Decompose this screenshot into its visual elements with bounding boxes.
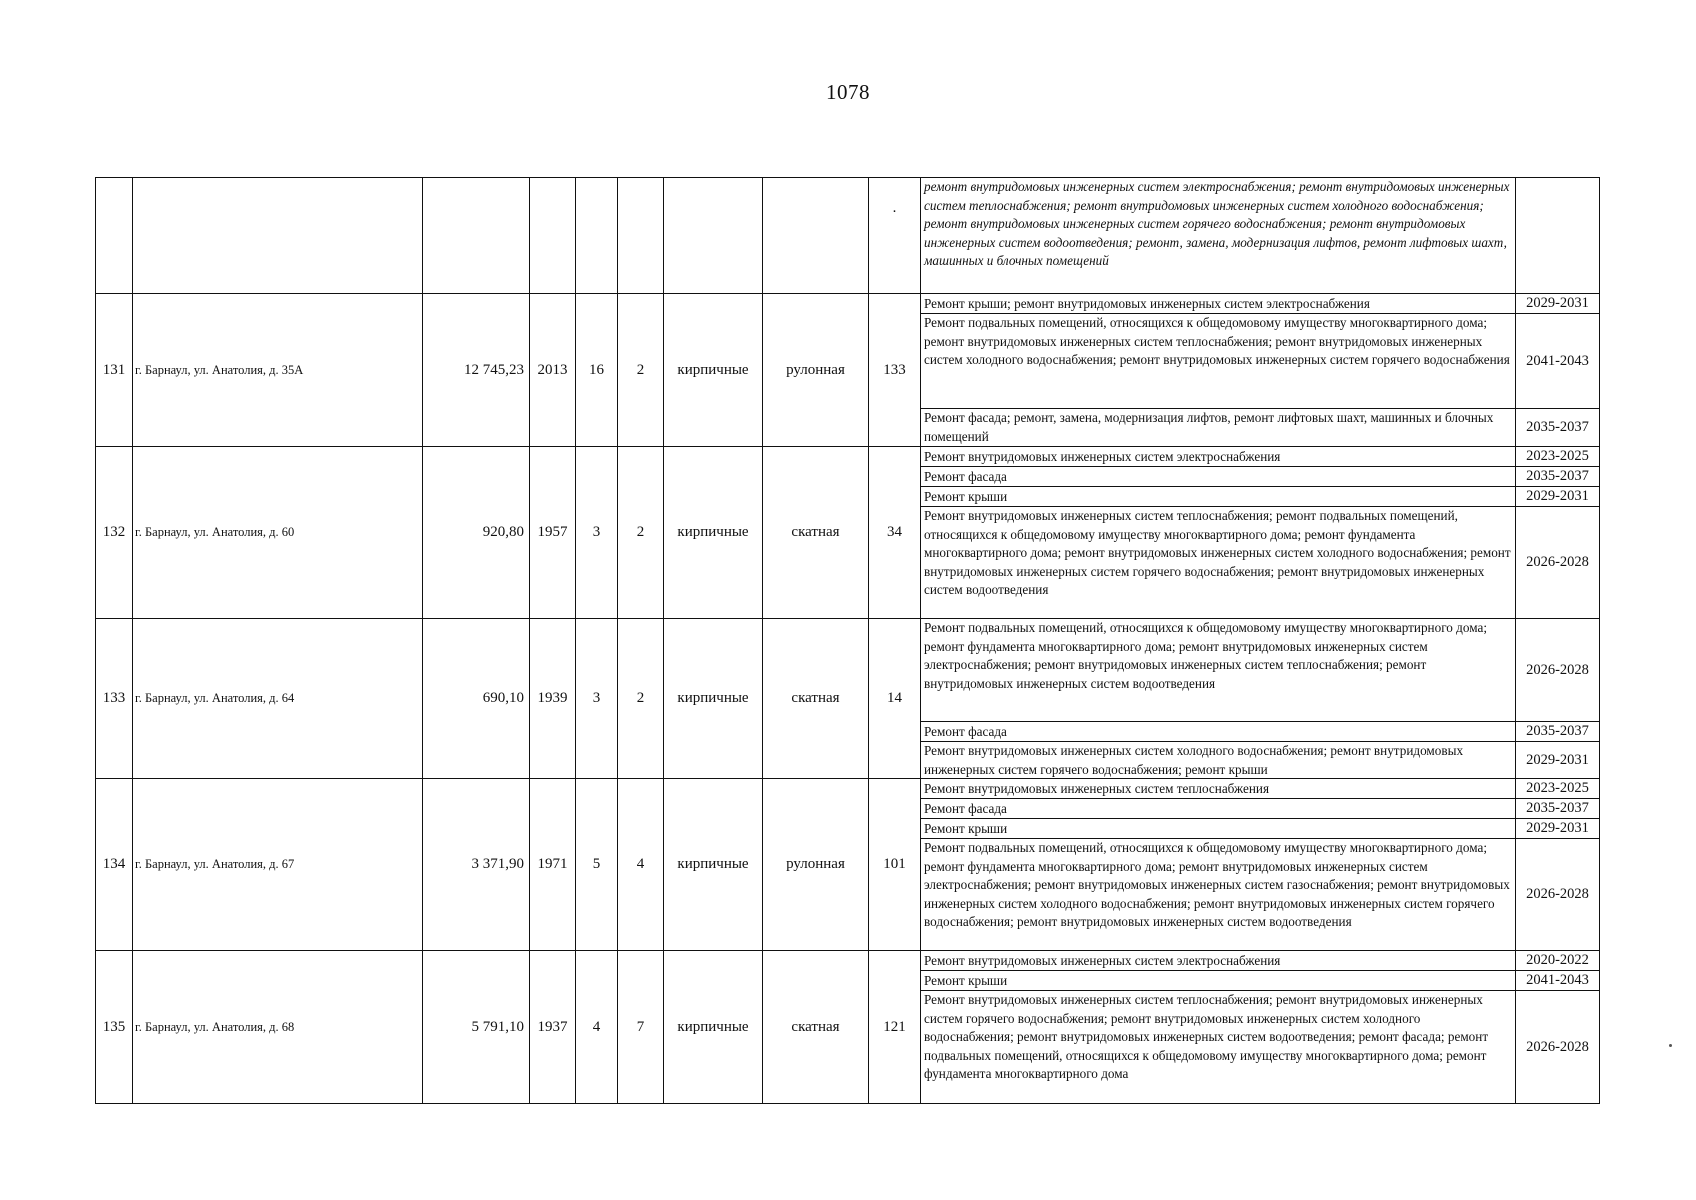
wall-material: кирпичные [664,294,763,447]
work-period: 2041-2043 [1516,314,1600,409]
floors: 3 [576,447,618,619]
work-period: 2026-2028 [1516,839,1600,951]
roof-type: рулонная [763,779,869,951]
roof-type: скатная [763,951,869,1104]
work-description: Ремонт крыши [921,487,1516,507]
work-period: 2029-2031 [1516,819,1600,839]
area: 920,80 [423,447,530,619]
work-description: Ремонт фасада [921,799,1516,819]
row-number: 131 [96,294,133,447]
row-number: 133 [96,619,133,779]
cont-num-cell [96,178,133,294]
area: 3 371,90 [423,779,530,951]
work-description: Ремонт подвальных помещений, относящихся к общедомовому имуществу многоквартирного дома; ремонт фундамента многоквартирного дома; ремонт внутридомовых инженерных систем электроснабжения; ремонт внутридомовых инженерных систем газоснабжения; ремонт внутридомовых инженерных систем холодного водоснабжения; ремонт внутридомовых инженерных систем горячего водоснабжения; ремонт внутридомовых инженерных систем водоотведения [921,839,1516,951]
cont-floors-cell [576,178,618,294]
residents: 34 [869,447,921,619]
work-description: Ремонт подвальных помещений, относящихся к общедомовому имуществу многоквартирного дома; ремонт внутридомовых инженерных систем теплоснабжения; ремонт внутридомовых инженерных систем холодного водоснабжения; ремонт внутридомовых инженерных систем горячего водоснабжения [921,314,1516,409]
work-period: 2026-2028 [1516,991,1600,1104]
cont-period-cell [1516,178,1600,294]
work-description: Ремонт фасада [921,722,1516,742]
work-description: Ремонт крыши [921,819,1516,839]
cont-address-cell [133,178,423,294]
entrances: 2 [618,447,664,619]
address: г. Барнаул, ул. Анатолия, д. 67 [133,779,423,951]
residents: 121 [869,951,921,1104]
work-period: 2029-2031 [1516,294,1600,314]
work-description: Ремонт внутридомовых инженерных систем электроснабжения [921,951,1516,971]
scan-speck [1669,1044,1672,1047]
entrances: 2 [618,294,664,447]
work-period: 2035-2037 [1516,722,1600,742]
roof-type: рулонная [763,294,869,447]
address: г. Барнаул, ул. Анатолия, д. 68 [133,951,423,1104]
work-description: Ремонт фасада [921,467,1516,487]
work-period: 2026-2028 [1516,619,1600,722]
roof-type: скатная [763,447,869,619]
work-description: Ремонт подвальных помещений, относящихся к общедомовому имуществу многоквартирного дома; ремонт фундамента многоквартирного дома; ремонт внутридомовых инженерных систем электроснабжения; ремонт внутридомовых инженерных систем теплоснабжения; ремонт внутридомовых инженерных систем водоотведения [921,619,1516,722]
year: 1937 [530,951,576,1104]
work-period: 2035-2037 [1516,467,1600,487]
work-description: Ремонт внутридомовых инженерных систем теплоснабжения [921,779,1516,799]
area: 12 745,23 [423,294,530,447]
work-description: Ремонт внутридомовых инженерных систем теплоснабжения; ремонт внутридомовых инженерных систем горячего водоснабжения; ремонт внутридомовых инженерных систем холодного водоснабжения; ремонт внутридомовых инженерных систем водоотведения; ремонт фасада; ремонт подвальных помещений, относящихся к общедомовому имуществу многоквартирного дома; ремонт фундамента многоквартирного дома [921,991,1516,1104]
work-description: Ремонт крыши [921,971,1516,991]
entrances: 2 [618,619,664,779]
work-period: 2023-2025 [1516,447,1600,467]
wall-material: кирпичные [664,951,763,1104]
residents: 14 [869,619,921,779]
year: 1939 [530,619,576,779]
year: 2013 [530,294,576,447]
floors: 16 [576,294,618,447]
repair-schedule-table [95,177,1600,1104]
address: г. Барнаул, ул. Анатолия, д. 64 [133,619,423,779]
cont-year-cell [530,178,576,294]
row-number: 134 [96,779,133,951]
year: 1971 [530,779,576,951]
cont-entrances-cell [618,178,664,294]
row-number: 135 [96,951,133,1104]
cont-walls-cell [664,178,763,294]
work-period: 2020-2022 [1516,951,1600,971]
floors: 5 [576,779,618,951]
residents: 133 [869,294,921,447]
floors: 4 [576,951,618,1104]
entrances: 7 [618,951,664,1104]
cont-area-cell [423,178,530,294]
work-description: Ремонт внутридомовых инженерных систем теплоснабжения; ремонт подвальных помещений, относящихся к общедомовому имуществу многоквартирного дома; ремонт фундамента многоквартирного дома; ремонт внутридомовых инженерных систем холодного водоснабжения; ремонт внутридомовых инженерных систем горячего водоснабжения; ремонт внутридомовых инженерных систем водоотведения [921,507,1516,619]
page-number: 1078 [826,80,870,104]
cont-marker: · [869,178,921,294]
address: г. Барнаул, ул. Анатолия, д. 35А [133,294,423,447]
row-number: 132 [96,447,133,619]
year: 1957 [530,447,576,619]
work-period: 2035-2037 [1516,799,1600,819]
work-description: Ремонт фасада; ремонт, замена, модернизация лифтов, ремонт лифтовых шахт, машинных и блочных помещений [921,409,1516,447]
wall-material: кирпичные [664,779,763,951]
wall-material: кирпичные [664,447,763,619]
floors: 3 [576,619,618,779]
area: 690,10 [423,619,530,779]
work-description: Ремонт крыши; ремонт внутридомовых инженерных систем электроснабжения [921,294,1516,314]
cont-roof-cell [763,178,869,294]
roof-type: скатная [763,619,869,779]
cont-works-text: ремонт внутридомовых инженерных систем электроснабжения; ремонт внутридомовых инженерных систем теплоснабжения; ремонт внутридомовых инженерных систем холодного водоснабжения; ремонт внутридомовых инженерных систем горячего водоснабжения; ремонт внутридомовых инженерных систем водоотведения; ремонт, замена, модернизация лифтов, ремонт лифтовых шахт, машинных и блочных помещений [921,178,1516,294]
work-period: 2023-2025 [1516,779,1600,799]
wall-material: кирпичные [664,619,763,779]
work-period: 2035-2037 [1516,409,1600,447]
work-period: 2029-2031 [1516,487,1600,507]
entrances: 4 [618,779,664,951]
work-period: 2029-2031 [1516,742,1600,779]
area: 5 791,10 [423,951,530,1104]
work-description: Ремонт внутридомовых инженерных систем электроснабжения [921,447,1516,467]
work-period: 2026-2028 [1516,507,1600,619]
work-period: 2041-2043 [1516,971,1600,991]
work-description: Ремонт внутридомовых инженерных систем холодного водоснабжения; ремонт внутридомовых инженерных систем горячего водоснабжения; ремонт крыши [921,742,1516,779]
address: г. Барнаул, ул. Анатолия, д. 60 [133,447,423,619]
residents: 101 [869,779,921,951]
